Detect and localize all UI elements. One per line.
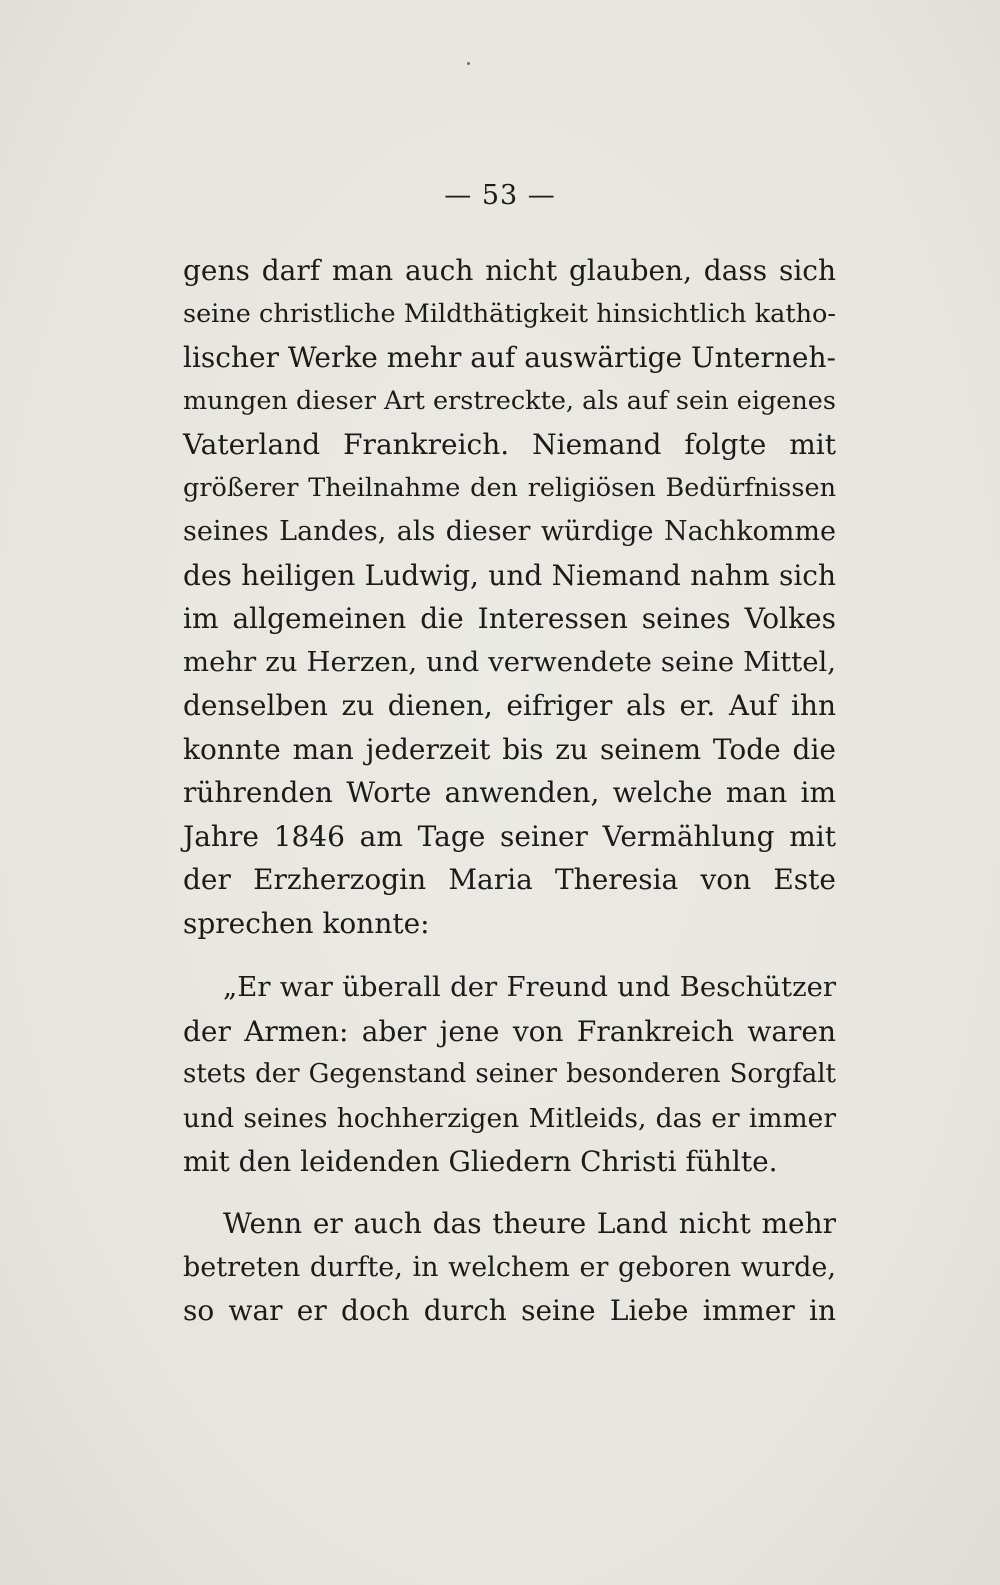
text-line: Jahre 1846 am Tage seiner Vermählung mit [183, 819, 836, 853]
text-line: Wenn er auch das theure Land nicht mehr [223, 1207, 836, 1240]
text-line: größerer Theilnahme den religiösen Bedürfnissen [183, 472, 836, 503]
text-line: rührenden Worte anwenden, welche man im [183, 776, 836, 809]
text-line: der Armen: aber jene von Frankreich waren [183, 1014, 836, 1048]
text-line: mit den leidenden Gliedern Christi fühlte. [183, 1145, 778, 1178]
text-line: seines Landes, als dieser würdige Nachkomme [183, 516, 836, 547]
text-line: lischer Werke mehr auf auswärtige Unterneh- [183, 341, 836, 374]
text-line: betreten durfte, in welchem er geboren wurde, [183, 1251, 836, 1283]
text-line: „Er war überall der Freund und Beschützer [223, 971, 836, 1003]
page-number: — 53 — [444, 180, 556, 211]
paper-speck [467, 62, 470, 65]
text-line: Vaterland Frankreich. Niemand folgte mit [183, 428, 836, 461]
text-line: denselben zu dienen, eifriger als er. Auf ihn [183, 689, 836, 722]
paragraph-1 [183, 249, 836, 945]
text-line: mehr zu Herzen, und verwendete seine Mittel, [183, 645, 836, 678]
quote-paragraph [183, 966, 836, 1184]
text-line: sprechen konnte: [183, 906, 430, 940]
text-line: des heiligen Ludwig, und Niemand nahm sich [183, 558, 836, 592]
text-line: im allgemeinen die Interessen seines Volkes [183, 602, 836, 635]
text-line: der Erzherzogin Maria Theresia von Este [183, 863, 836, 896]
text-line: so war er doch durch seine Liebe immer in [183, 1294, 836, 1327]
text-line: konnte man jederzeit bis zu seinem Tode die [183, 732, 836, 766]
text-line: seine christliche Mildthätigkeit hinsichtlich katho- [183, 298, 836, 329]
paragraph-2 [183, 1202, 836, 1333]
text-line: mungen dieser Art erstreckte, als auf sein eigenes [183, 385, 836, 416]
text-line: stets der Gegenstand seiner besonderen Sorgfalt [183, 1059, 836, 1089]
text-line: und seines hochherzigen Mitleids, das er immer [183, 1102, 836, 1134]
text-line: gens darf man auch nicht glauben, dass sich [183, 254, 836, 287]
